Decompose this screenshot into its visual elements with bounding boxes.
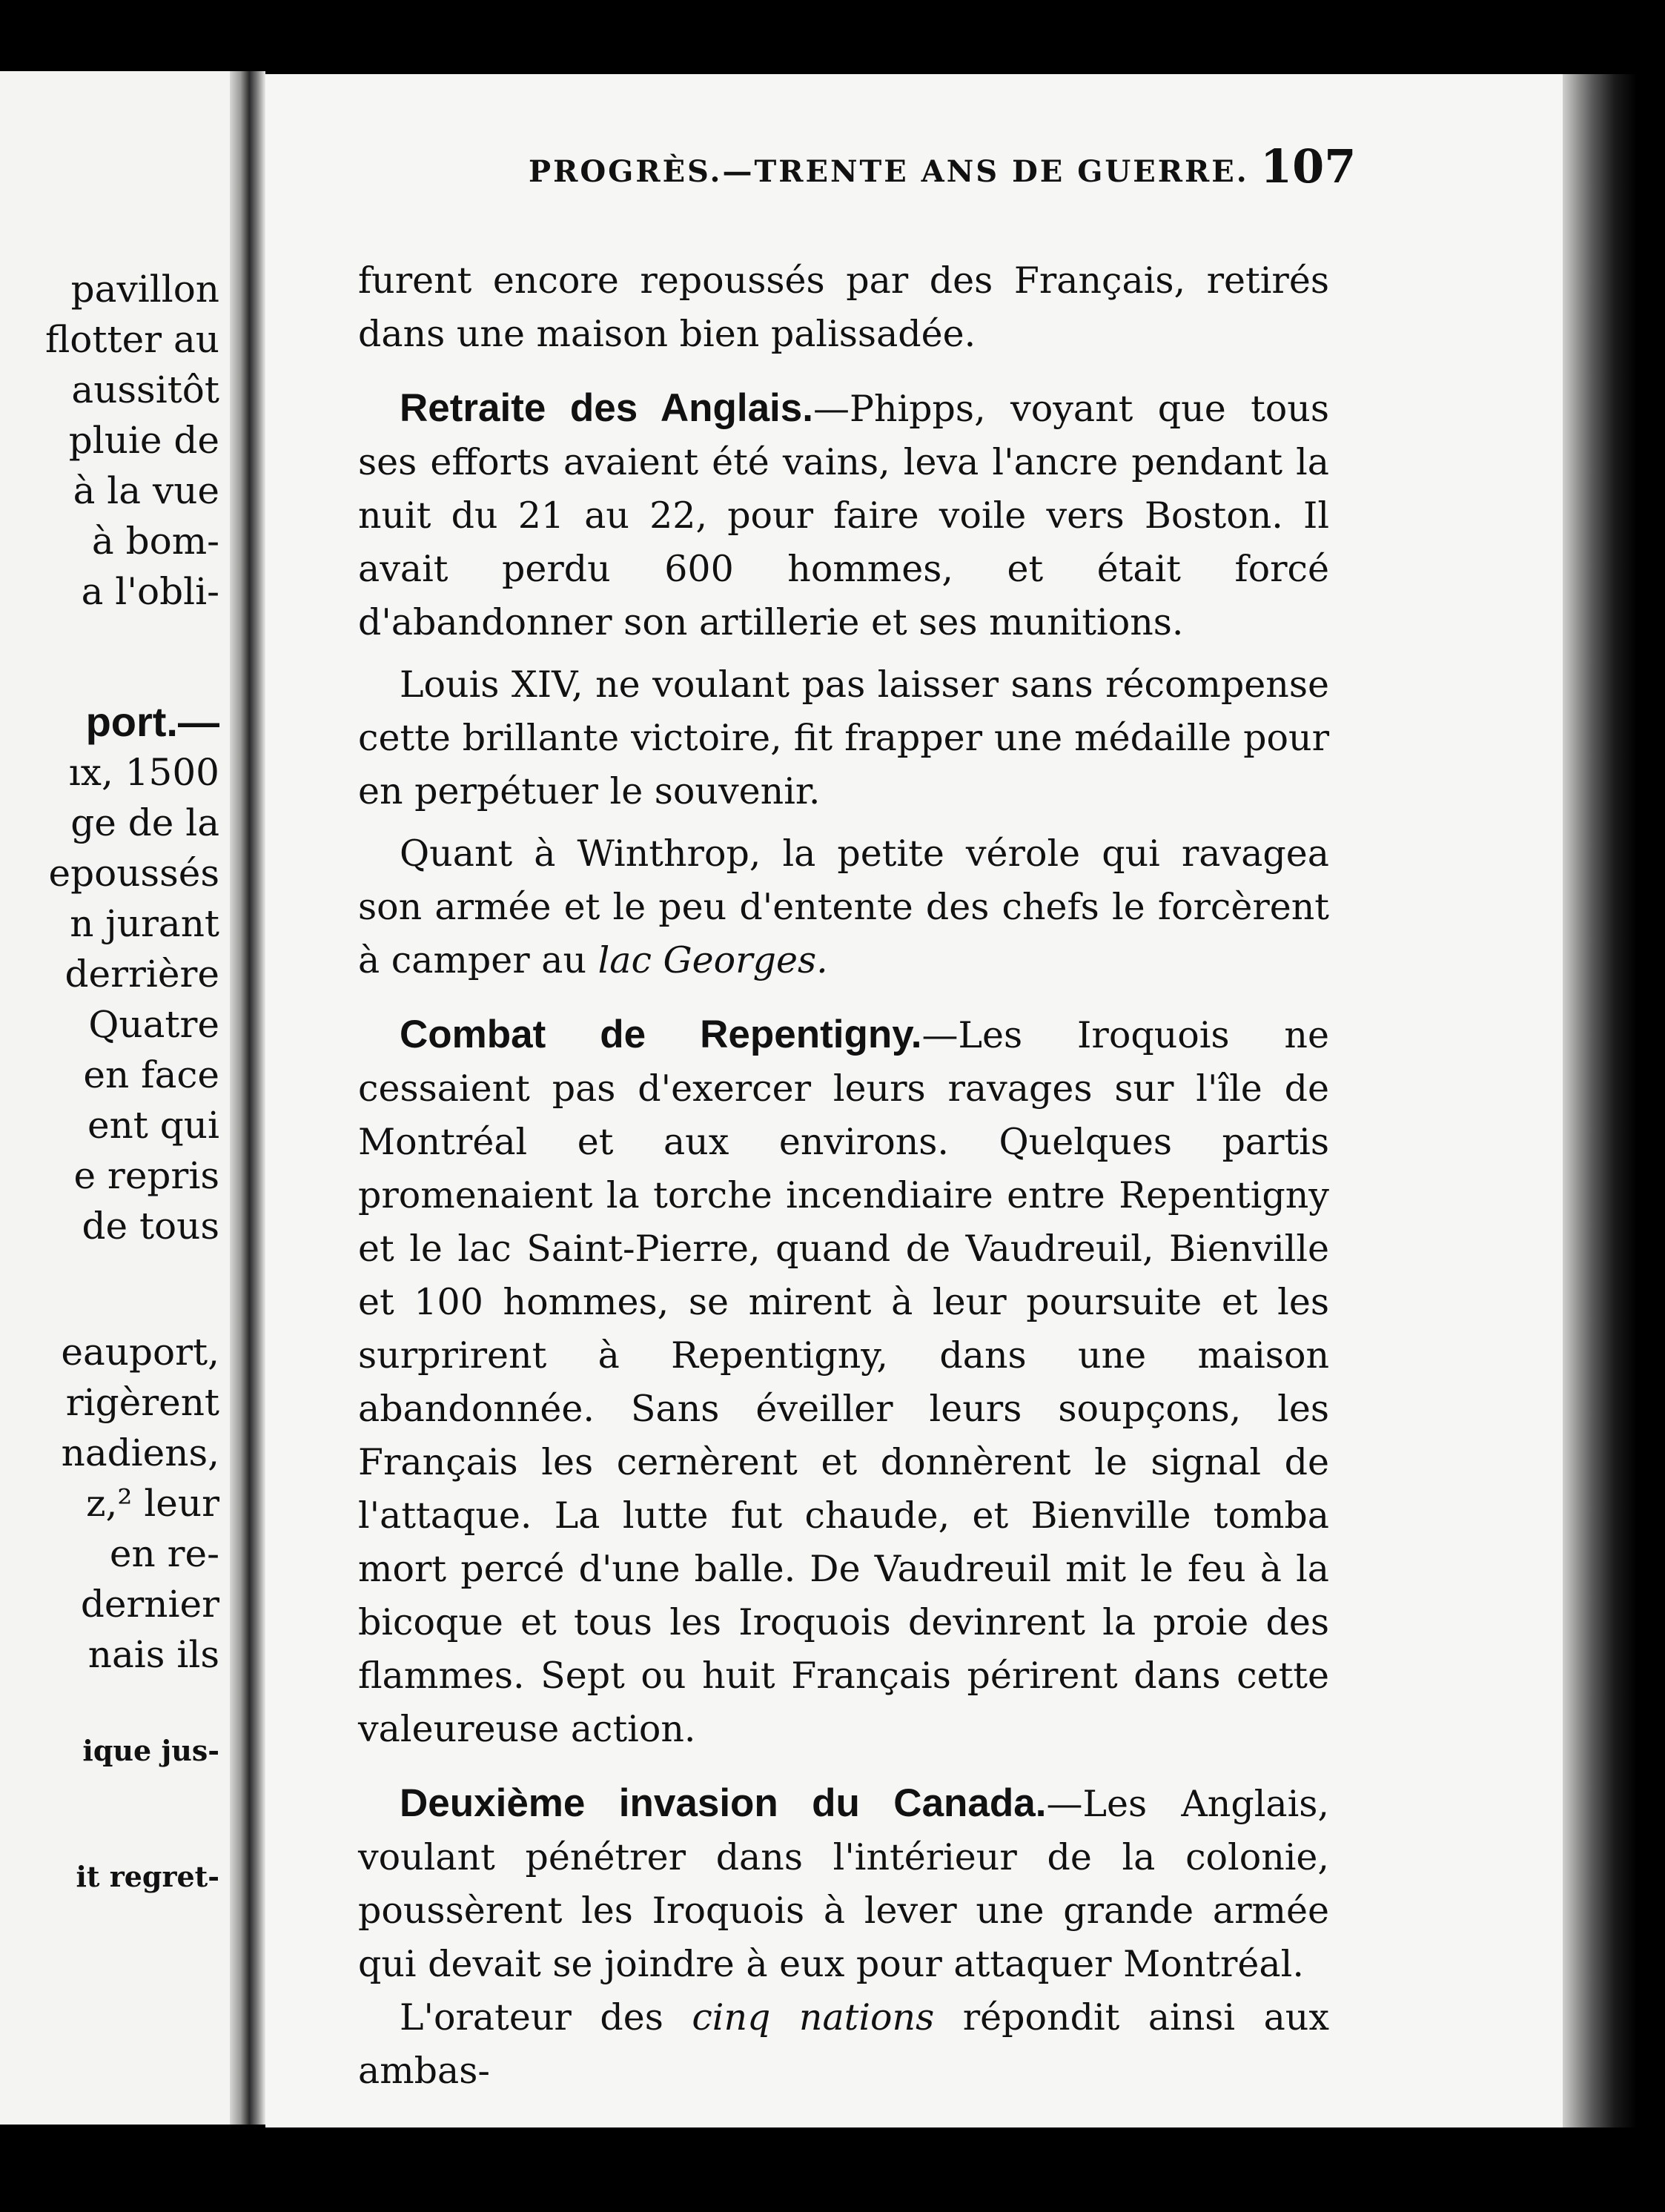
paragraph-text: —Phipps, voyant que tous ses efforts avaient été vains, leva l'ancre pendant la nuit du 21 au 22, pour faire voile vers Boston. Il avait perdu 600 hommes, et était forcé d'abandonner son artillerie et ses munitions.: [358, 388, 1329, 643]
paragraph: [358, 1008, 1329, 1756]
left-line: z,² leur: [86, 1482, 219, 1525]
left-footnote-line: it regret-: [76, 1860, 219, 1893]
left-line: pluie de: [68, 419, 219, 462]
paragraph-text: —Les Anglais, voulant pénétrer dans l'intérieur de la colonie, poussèrent les Iroquois à lever une grande armée qui devait se joindre à eux pour attaquer Montréal.: [358, 1783, 1329, 1985]
previous-page-fragment: [0, 71, 230, 2125]
left-line: Quatre: [88, 1003, 219, 1046]
left-line: à bom-: [91, 520, 219, 563]
section-heading: Deuxième invasion du Canada.: [400, 1781, 1047, 1825]
paragraph-text: L'orateur des: [400, 1996, 692, 2039]
paragraph: [358, 382, 1329, 649]
left-line: nais ils: [87, 1633, 219, 1676]
left-line: en face: [83, 1053, 219, 1096]
left-line: derrière: [64, 953, 219, 996]
left-line: pavillon: [70, 268, 219, 311]
left-line: en re-: [109, 1532, 219, 1575]
left-line: aussitôt: [71, 368, 219, 411]
left-line: eauport,: [61, 1331, 219, 1374]
left-section-heading-fragment: port.—: [85, 698, 219, 745]
left-line: ıx, 1500: [68, 751, 219, 794]
left-line: à la vue: [73, 469, 219, 512]
left-line: a l'obli-: [81, 570, 219, 613]
left-footnote-line: ique jus-: [82, 1734, 219, 1767]
left-line: ent qui: [87, 1104, 219, 1147]
left-line: de tous: [82, 1205, 219, 1248]
paragraph: Louis XIV, ne voulant pas laisser sans récompense cette brillante victoire, fit frapper une médaille pour en perpétuer le souvenir.: [358, 663, 1329, 812]
left-line: nadiens,: [61, 1431, 219, 1474]
paragraph: [358, 1777, 1329, 1991]
left-line: epoussés: [48, 852, 219, 895]
book-gutter: [230, 71, 265, 2125]
left-line: dernier: [80, 1583, 219, 1626]
left-line: n jurant: [70, 902, 219, 945]
paragraph: [358, 827, 1329, 987]
left-line: ge de la: [70, 801, 219, 844]
place-name: lac Georges.: [598, 939, 828, 981]
left-line: flotter au: [44, 318, 219, 361]
paragraph-text: répondit ainsi aux ambas-: [358, 1996, 1329, 2092]
left-line: e repris: [73, 1154, 219, 1197]
running-title: PROGRÈS.—TRENTE ANS DE GUERRE.: [529, 154, 1249, 189]
section-heading: Retraite des Anglais.: [400, 386, 813, 430]
emphasis: cinq nations: [692, 1996, 935, 2039]
paragraph-text: Quant à Winthrop, la petite vérole qui ravagea son armée et le peu d'entente des chefs le forcèrent à camper au: [358, 832, 1329, 981]
left-line: rigèrent: [65, 1381, 219, 1424]
paragraph-text: —Les Iroquois ne cessaient pas d'exercer leurs ravages sur l'île de Montréal et aux environs. Quelques partis promenaient la torche incendiaire entre Repentigny et le lac Saint-Pierre, quand de Vaudreuil, Bienville et 100 hommes, se mirent à leur poursuite et les surprirent à Repentigny, dans une maison abandonnée. Sans éveiller leurs soupçons, les Français les cernèrent et donnèrent le signal de l'attaque. La lutte fut chaude, et Bienville tomba mort percé d'une balle. De Vaudreuil mit le feu à la bicoque et tous les Iroquois devinrent la proie des flammes. Sept ou huit Français périrent dans cette valeureuse action.: [358, 1014, 1329, 1750]
page-number: 107: [1260, 139, 1357, 193]
page-edge-shadow: [1563, 74, 1637, 2127]
paragraph: furent encore repoussés par des Français, retirés dans une maison bien palissadée.: [358, 259, 1329, 355]
paragraph: [358, 1991, 1329, 2098]
section-heading: Combat de Repentigny.: [400, 1013, 922, 1056]
page-107: [265, 74, 1563, 2127]
body-text: [358, 254, 1329, 2098]
